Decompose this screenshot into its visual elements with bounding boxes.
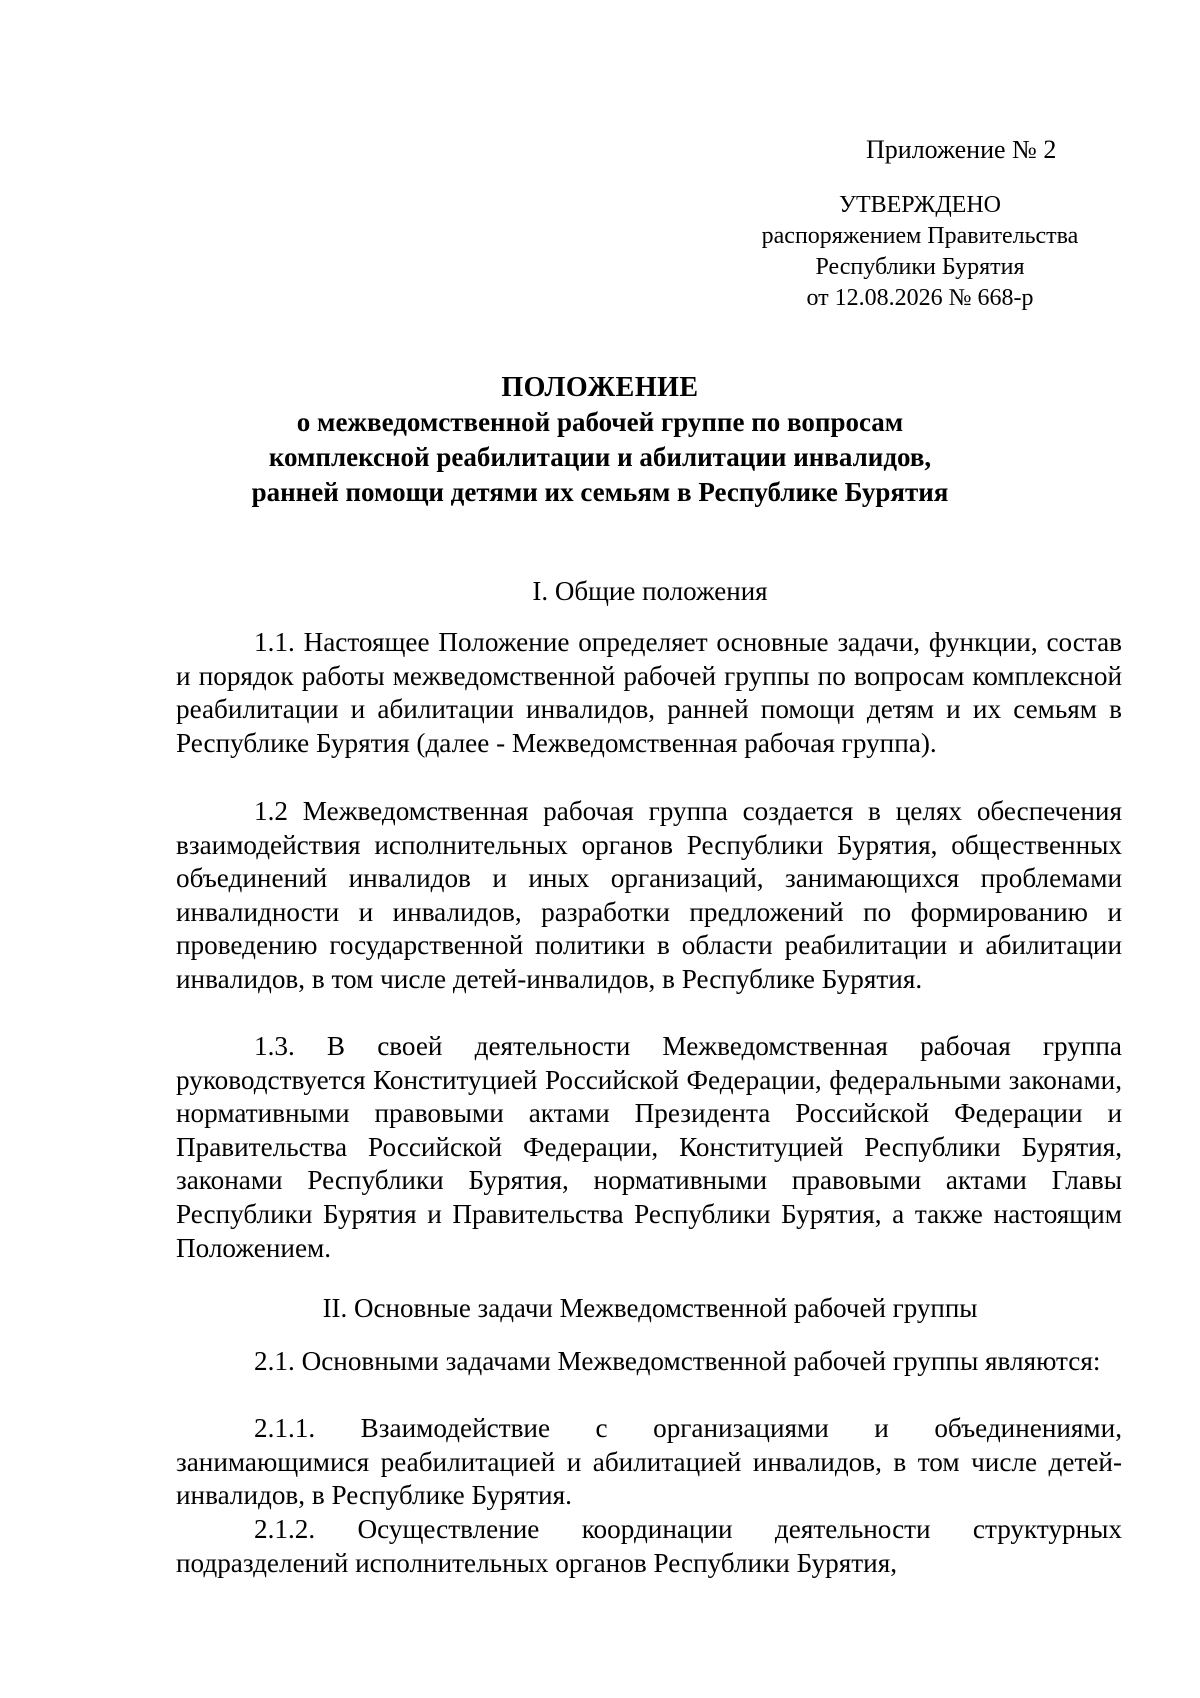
paragraph: 1.3. В своей деятельности Межведомственная рабочая группа руководствуется Конституцией Российской Федерации, федеральными законами, нормативными правовыми актами Президента Российской Федерации и Правительства Российской Федерации, Конституцией Республики Бурятия, законами Республики Бурятия, нормативными правовыми актами Главы Республики Бурятия и Правительства Республики Бурятия, а также настоящим Положением. — [176, 1031, 1122, 1263]
document-title-line-3: ранней помощи детями их семьям в Республике Бурятия — [251, 477, 949, 507]
document-title — [150, 370, 1050, 510]
paragraph: 2.1.2. Осуществление координации деятельности структурных подразделений исполнительных органов Республики Бурятия, — [176, 1514, 1122, 1578]
approved-by-line-2: Республики Бурятия — [815, 254, 1025, 280]
paragraph: 1.2 Межведомственная рабочая группа создается в целях обеспечения взаимодействия исполнительных органов Республики Бурятия, общественных объединений инвалидов и иных организаций, занимающихся проблемами инвалидности и инвалидов, разработки предложений по формированию и проведению государственной политики в области реабилитации и абилитации инвалидов, в том числе детей-инвалидов, в Республике Бурятия. — [176, 796, 1122, 994]
appendix-label: Приложение № 2 — [866, 135, 1057, 164]
paragraph: 1.1. Настоящее Положение определяет основные задачи, функции, состав и порядок работы межведомственной рабочей группы по вопросам комплексной реабилитации и абилитации инвалидов, ранней помощи детям и их семьям в Республике Бурятия (далее - Межведомственная рабочая группа). — [176, 627, 1122, 758]
approved-by-line-1: распоряжением Правительства — [761, 223, 1079, 249]
paragraph: 2.1.1. Взаимодействие с организациями и объединениями, занимающимися реабилитацией и абилитацией инвалидов, в том числе детей-инвалидов, в Республике Бурятия. — [176, 1413, 1122, 1511]
approved-stamp-text: УТВЕРЖДЕНО — [838, 192, 1002, 218]
section-heading: I. Общие положения — [532, 576, 768, 606]
paragraph: 2.1. Основными задачами Межведомственной рабочей группы являются: — [254, 1346, 1101, 1376]
document-title-line-2: комплексной реабилитации и абилитации инвалидов, — [268, 442, 932, 472]
approved-date: от 12.08.2026 № 668-р — [806, 285, 1034, 311]
approval-block — [700, 190, 1140, 314]
document-title-line-1: о межведомственной рабочей группе по вопросам — [296, 407, 904, 437]
section-heading: II. Основные задачи Межведомственной рабочей группы — [322, 1293, 978, 1323]
document-title-main: ПОЛОЖЕНИЕ — [501, 372, 699, 403]
